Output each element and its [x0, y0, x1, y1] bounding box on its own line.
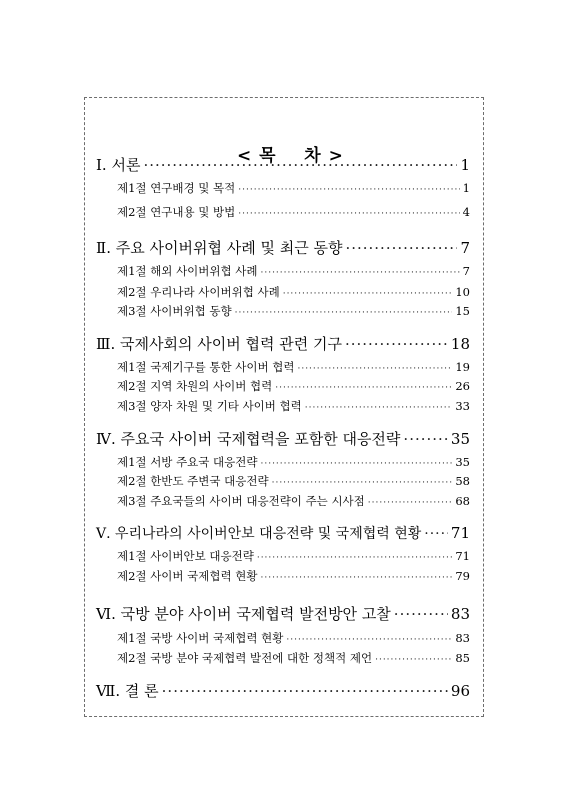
- section-label: 제2절 우리나라 사이버위협 사례: [117, 285, 280, 299]
- toc-section-4-1[interactable]: [117, 454, 470, 470]
- leader-dots: [394, 605, 448, 623]
- leader-dots: [345, 239, 457, 257]
- leader-dots: [305, 403, 453, 413]
- toc-section-6-1[interactable]: [117, 630, 470, 646]
- section-label: 제1절 국방 사이버 국제협력 현황: [117, 631, 284, 645]
- toc-section-3-2[interactable]: [117, 378, 470, 394]
- section-label: 제1절 서방 주요국 대응전략: [117, 455, 258, 469]
- toc-section-2-2[interactable]: [117, 284, 470, 300]
- section-label: 제2절 한반도 주변국 대응전략: [117, 474, 269, 488]
- chapter-page: 71: [450, 524, 470, 542]
- toc-title: < 목 차 >: [236, 146, 344, 166]
- leader-dots: [260, 268, 459, 278]
- section-label: 제3절 사이버위협 동향: [117, 304, 232, 318]
- leader-dots: [283, 289, 453, 299]
- section-page: 10: [455, 285, 470, 299]
- chapter-label: Ⅱ. 주요 사이버위협 사례 및 최근 동향: [96, 239, 343, 257]
- leader-dots: [143, 156, 457, 174]
- section-label: 제1절 국제기구를 통한 사이버 협력: [117, 360, 295, 374]
- chapter-label: Ⅰ. 서론: [96, 156, 141, 174]
- toc-section-4-2[interactable]: [117, 473, 470, 489]
- chapter-label: Ⅳ. 주요국 사이버 국제협력을 포함한 대응전략: [96, 430, 401, 448]
- section-page: 33: [455, 399, 470, 413]
- section-page: 19: [455, 360, 470, 374]
- leader-dots: [162, 682, 448, 700]
- section-label: 제2절 사이버 국제협력 현황: [117, 569, 258, 583]
- leader-dots: [260, 459, 452, 469]
- leader-dots: [286, 635, 452, 645]
- section-label: 제2절 국방 분야 국제협력 발전에 대한 정책적 제언: [117, 651, 373, 665]
- chapter-page: 7: [460, 239, 470, 257]
- toc-chapter-7[interactable]: [96, 680, 470, 701]
- toc-section-6-2[interactable]: [117, 650, 470, 666]
- chapter-page: 1: [460, 156, 470, 174]
- leader-dots: [424, 526, 448, 542]
- toc-section-2-1[interactable]: [117, 263, 470, 279]
- leader-dots: [238, 209, 459, 219]
- leader-dots: [257, 553, 453, 563]
- section-page: 4: [462, 205, 470, 219]
- leader-dots: [275, 383, 452, 393]
- section-page: 71: [455, 549, 470, 563]
- section-page: 79: [455, 569, 470, 583]
- toc-chapter-1[interactable]: [96, 154, 470, 175]
- section-page: 26: [455, 379, 470, 393]
- leader-dots: [345, 335, 448, 353]
- section-page: 83: [455, 631, 470, 645]
- toc-chapter-3[interactable]: [96, 333, 470, 354]
- toc-section-2-3[interactable]: [117, 303, 470, 319]
- section-page: 68: [455, 494, 470, 508]
- chapter-page: 35: [450, 430, 470, 448]
- section-page: 35: [455, 455, 470, 469]
- toc-chapter-4[interactable]: [96, 428, 470, 449]
- leader-dots: [238, 185, 459, 195]
- chapter-page: 18: [450, 335, 470, 353]
- leader-dots: [368, 498, 453, 508]
- leader-dots: [403, 430, 447, 448]
- section-label: 제2절 연구내용 및 방법: [117, 205, 236, 219]
- leader-dots: [297, 364, 452, 374]
- section-label: 제1절 사이버안보 대응전략: [117, 549, 254, 563]
- section-page: 15: [455, 304, 470, 318]
- toc-section-4-3[interactable]: [117, 493, 470, 509]
- toc-chapter-6[interactable]: [96, 603, 470, 624]
- toc-chapter-2[interactable]: [96, 237, 470, 258]
- chapter-label: Ⅲ. 국제사회의 사이버 협력 관련 기구: [96, 335, 342, 353]
- section-page: 58: [455, 474, 470, 488]
- section-label: 제2절 지역 차원의 사이버 협력: [117, 379, 273, 393]
- chapter-label: Ⅶ. 결 론: [96, 682, 159, 700]
- section-label: 제3절 주요국들의 사이버 대응전략이 주는 시사점: [117, 494, 365, 508]
- section-label: 제3절 양자 차원 및 기타 사이버 협력: [117, 399, 302, 413]
- toc-chapter-5[interactable]: [96, 523, 470, 543]
- section-label: 제1절 해외 사이버위협 사례: [117, 264, 258, 278]
- leader-dots: [272, 478, 453, 488]
- leader-dots: [235, 308, 453, 318]
- toc-section-1-2[interactable]: [117, 204, 470, 220]
- toc-section-3-1[interactable]: [117, 359, 470, 375]
- leader-dots: [375, 655, 452, 665]
- chapter-page: 83: [450, 605, 470, 623]
- section-page: 1: [462, 181, 470, 195]
- toc-section-3-3[interactable]: [117, 398, 470, 414]
- toc-section-1-1[interactable]: [117, 180, 470, 196]
- section-page: 7: [462, 264, 470, 278]
- chapter-page: 96: [450, 682, 470, 700]
- section-page: 85: [455, 651, 470, 665]
- toc-section-5-1[interactable]: [117, 548, 470, 564]
- toc-section-5-2[interactable]: [117, 568, 470, 584]
- chapter-label: Ⅵ. 국방 분야 사이버 국제협력 발전방안 고찰: [96, 605, 391, 623]
- chapter-label: Ⅴ. 우리나라의 사이버안보 대응전략 및 국제협력 현황: [96, 526, 422, 542]
- leader-dots: [260, 573, 452, 583]
- section-label: 제1절 연구배경 및 목적: [117, 181, 236, 195]
